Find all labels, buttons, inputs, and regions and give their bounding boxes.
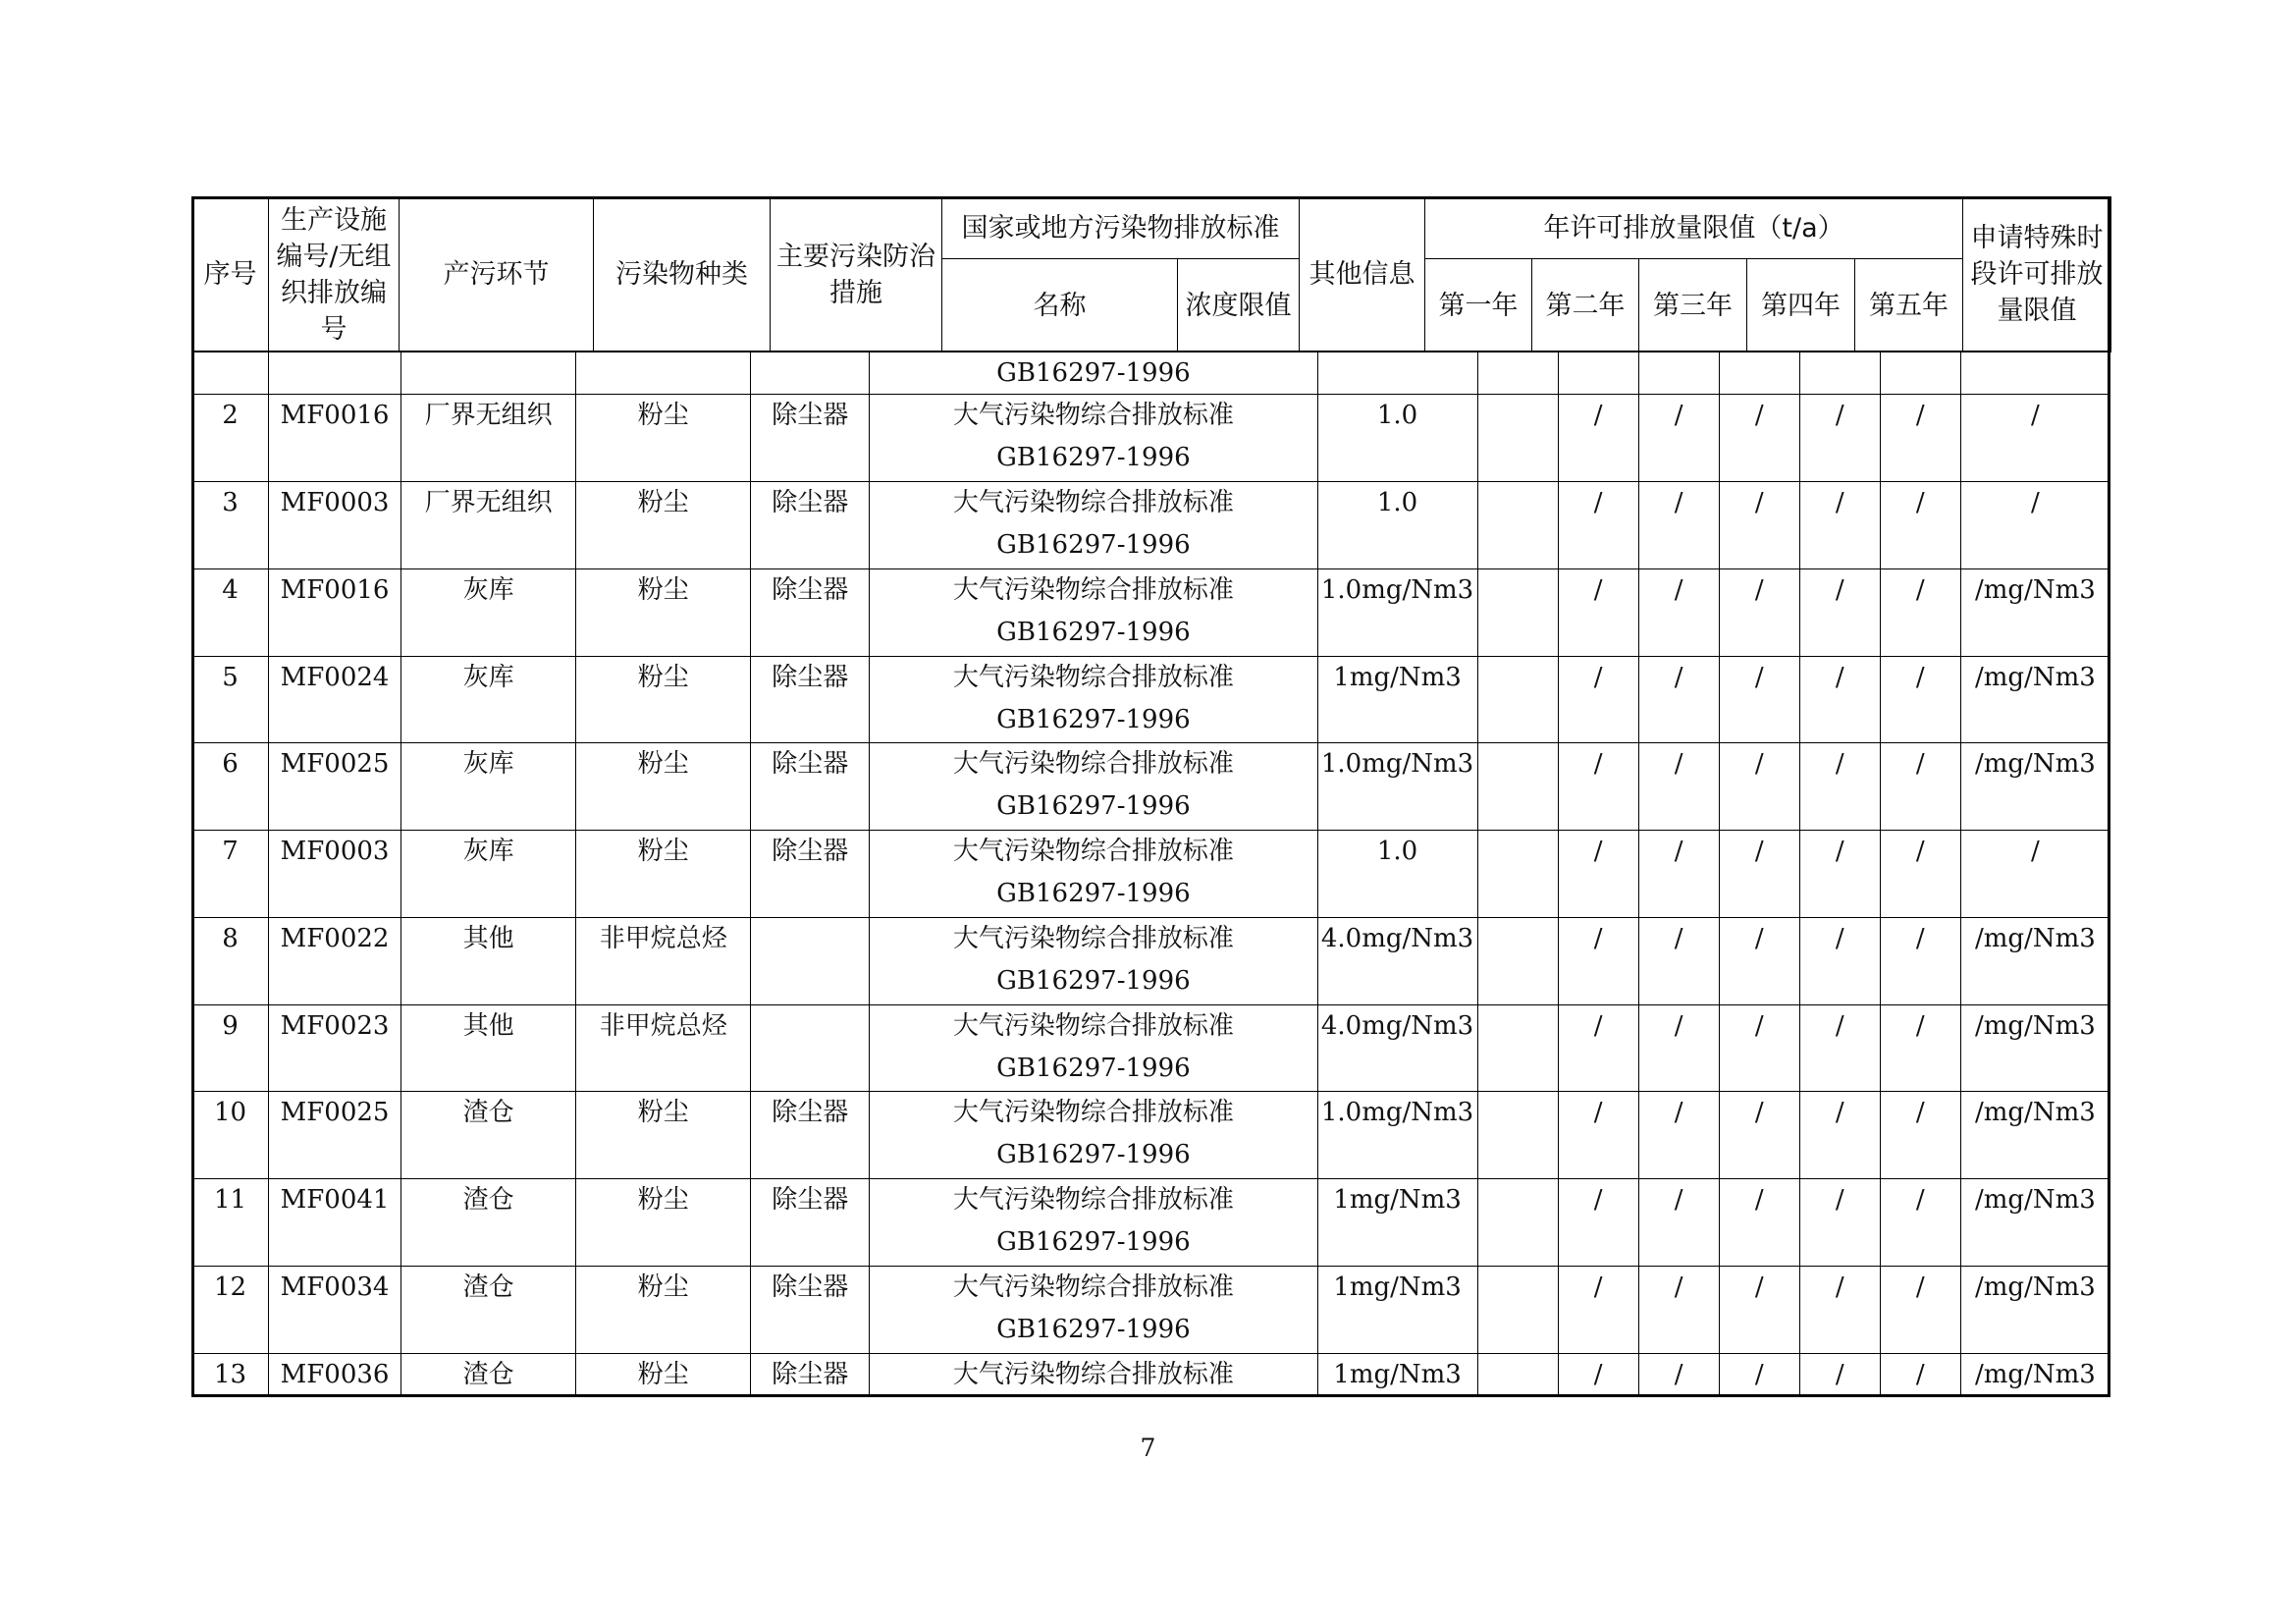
other-info-cell xyxy=(1477,656,1558,743)
special-limit-cell: / xyxy=(1960,831,2109,918)
year-2-cell: / xyxy=(1638,482,1719,569)
pollutant-cell: 粉尘 xyxy=(576,1179,751,1267)
year-1-cell: / xyxy=(1558,568,1638,656)
year-4-cell: / xyxy=(1799,743,1880,831)
year-1-cell: / xyxy=(1558,831,1638,918)
table-row xyxy=(192,743,2110,831)
facility-id-cell: MF0023 xyxy=(269,1004,401,1092)
year-2-cell: / xyxy=(1638,656,1719,743)
year-1-cell: / xyxy=(1558,917,1638,1004)
facility-id-cell: MF0016 xyxy=(269,568,401,656)
measure-cell: 除尘器 xyxy=(751,1092,870,1179)
year-2-cell: / xyxy=(1638,743,1719,831)
year-3-cell: / xyxy=(1719,1004,1799,1092)
header-seq: 序号 xyxy=(192,197,269,352)
year-5-cell: / xyxy=(1880,1266,1960,1353)
process-cell: 其他 xyxy=(401,1004,576,1092)
concentration-limit-cell: 1.0 xyxy=(1317,395,1477,482)
facility-id-cell: MF0016 xyxy=(269,395,401,482)
standard-code: GB16297-1996 xyxy=(996,1053,1191,1083)
process-cell: 厂界无组织 xyxy=(401,482,576,569)
standard-name-cell xyxy=(870,1266,1317,1353)
standard-name-cell xyxy=(870,568,1317,656)
concentration-limit-cell: 1.0mg/Nm3 xyxy=(1317,1092,1477,1179)
header-year-1: 第一年 xyxy=(1425,259,1532,352)
page-number: 7 xyxy=(1140,1434,1156,1462)
year-5-cell: / xyxy=(1880,482,1960,569)
year-5-cell: / xyxy=(1880,831,1960,918)
standard-name: 大气污染物综合排放标准 xyxy=(952,923,1234,953)
year-4-cell: / xyxy=(1799,1092,1880,1179)
year-4-cell: / xyxy=(1799,656,1880,743)
special-limit-cell: /mg/Nm3 xyxy=(1960,1004,2109,1092)
standard-name: 大气污染物综合排放标准 xyxy=(952,1098,1234,1128)
measure-cell: 除尘器 xyxy=(751,1353,870,1396)
standard-code: GB16297-1996 xyxy=(996,443,1191,473)
standard-code: GB16297-1996 xyxy=(996,1227,1191,1258)
pollutant-cell: 粉尘 xyxy=(576,1353,751,1396)
year-4-cell: / xyxy=(1799,1004,1880,1092)
seq-cell: 13 xyxy=(192,1353,269,1396)
standard-name: 大气污染物综合排放标准 xyxy=(952,1272,1234,1302)
standard-name: 大气污染物综合排放标准 xyxy=(952,749,1234,780)
year-5-cell: / xyxy=(1880,656,1960,743)
measure-cell: 除尘器 xyxy=(751,831,870,918)
year-1-cell: / xyxy=(1558,1092,1638,1179)
year-5-cell: / xyxy=(1880,1004,1960,1092)
process-cell: 渣仓 xyxy=(401,1092,576,1179)
concentration-limit-cell: 1mg/Nm3 xyxy=(1317,1179,1477,1267)
year-3-cell: / xyxy=(1719,395,1799,482)
header-year-2: 第二年 xyxy=(1532,259,1639,352)
year-5-cell: / xyxy=(1880,917,1960,1004)
table-row xyxy=(192,1179,2110,1267)
year-1-cell: / xyxy=(1558,482,1638,569)
facility-id-cell: MF0024 xyxy=(269,656,401,743)
year-4-cell: / xyxy=(1799,1353,1880,1396)
seq-cell: 2 xyxy=(192,395,269,482)
standard-name: 大气污染物综合排放标准 xyxy=(952,1185,1234,1216)
year-2-cell: / xyxy=(1638,395,1719,482)
special-limit-cell: /mg/Nm3 xyxy=(1960,1353,2109,1396)
facility-id-cell: MF0036 xyxy=(269,1353,401,1396)
standard-name: 大气污染物综合排放标准 xyxy=(952,1359,1234,1389)
measure-cell: 除尘器 xyxy=(751,482,870,569)
year-2-cell: / xyxy=(1638,1266,1719,1353)
standard-code: GB16297-1996 xyxy=(996,791,1191,822)
seq-cell: 11 xyxy=(192,1179,269,1267)
other-info-cell xyxy=(1477,395,1558,482)
header-standard-name: 名称 xyxy=(942,259,1178,352)
table-header xyxy=(191,196,2111,352)
process-cell: 渣仓 xyxy=(401,1179,576,1267)
year-4-cell: / xyxy=(1799,917,1880,1004)
concentration-limit-cell: 4.0mg/Nm3 xyxy=(1317,917,1477,1004)
table-row xyxy=(192,482,2110,569)
year-1-cell: / xyxy=(1558,656,1638,743)
header-pollutant: 污染物种类 xyxy=(594,197,771,352)
year-4-cell: / xyxy=(1799,1266,1880,1353)
standard-name: 大气污染物综合排放标准 xyxy=(952,662,1234,692)
header-concentration-limit: 浓度限值 xyxy=(1178,259,1300,352)
standard-name: 大气污染物综合排放标准 xyxy=(952,574,1234,605)
year-3-cell: / xyxy=(1719,656,1799,743)
other-info-cell xyxy=(1477,568,1558,656)
table-row xyxy=(192,1353,2110,1396)
standard-code: GB16297-1996 xyxy=(996,704,1191,734)
year-5-cell: / xyxy=(1880,1353,1960,1396)
facility-id-cell: MF0025 xyxy=(269,1092,401,1179)
year-5-cell: / xyxy=(1880,1092,1960,1179)
facility-id-cell: MF0022 xyxy=(269,917,401,1004)
other-info-cell xyxy=(1477,1353,1558,1396)
special-limit-cell: /mg/Nm3 xyxy=(1960,1092,2109,1179)
measure-cell: 除尘器 xyxy=(751,395,870,482)
other-info-cell xyxy=(1477,1266,1558,1353)
year-5-cell: / xyxy=(1880,395,1960,482)
standard-name: 大气污染物综合排放标准 xyxy=(952,1010,1234,1041)
pollutant-cell: 粉尘 xyxy=(576,1266,751,1353)
special-limit-cell: /mg/Nm3 xyxy=(1960,743,2109,831)
standard-code: GB16297-1996 xyxy=(996,530,1191,561)
year-5-cell: / xyxy=(1880,1179,1960,1267)
pollutant-cell: 粉尘 xyxy=(576,482,751,569)
special-limit-cell: /mg/Nm3 xyxy=(1960,917,2109,1004)
seq-cell: 10 xyxy=(192,1092,269,1179)
concentration-limit-cell: 1.0 xyxy=(1317,831,1477,918)
seq-cell: 8 xyxy=(192,917,269,1004)
year-4-cell: / xyxy=(1799,1179,1880,1267)
year-3-cell: / xyxy=(1719,1092,1799,1179)
year-4-cell: / xyxy=(1799,831,1880,918)
standard-code: GB16297-1996 xyxy=(996,617,1191,647)
standard-name: 大气污染物综合排放标准 xyxy=(952,837,1234,867)
process-cell: 灰库 xyxy=(401,831,576,918)
measure-cell xyxy=(751,917,870,1004)
facility-id-cell: MF0041 xyxy=(269,1179,401,1267)
other-info-cell xyxy=(1477,1179,1558,1267)
standard-code: GB16297-1996 xyxy=(996,879,1191,909)
seq-cell: 4 xyxy=(192,568,269,656)
year-1-cell: / xyxy=(1558,1353,1638,1396)
concentration-limit-cell: 1.0mg/Nm3 xyxy=(1317,743,1477,831)
year-5-cell: / xyxy=(1880,743,1960,831)
facility-id-cell: MF0025 xyxy=(269,743,401,831)
year-1-cell: / xyxy=(1558,395,1638,482)
table-row xyxy=(192,917,2110,1004)
other-info-cell xyxy=(1477,917,1558,1004)
process-cell: 渣仓 xyxy=(401,1353,576,1396)
special-limit-cell: /mg/Nm3 xyxy=(1960,1179,2109,1267)
concentration-limit-cell: 1mg/Nm3 xyxy=(1317,656,1477,743)
standard-name-cell xyxy=(870,1092,1317,1179)
header-year-3: 第三年 xyxy=(1639,259,1747,352)
measure-cell: 除尘器 xyxy=(751,656,870,743)
measure-cell: 除尘器 xyxy=(751,568,870,656)
concentration-limit-cell: 1.0mg/Nm3 xyxy=(1317,568,1477,656)
year-3-cell: / xyxy=(1719,1179,1799,1267)
year-1-cell: / xyxy=(1558,743,1638,831)
year-4-cell: / xyxy=(1799,568,1880,656)
facility-id-cell: MF0034 xyxy=(269,1266,401,1353)
pollutant-cell: 粉尘 xyxy=(576,656,751,743)
year-2-cell: / xyxy=(1638,917,1719,1004)
special-limit-cell: / xyxy=(1960,482,2109,569)
year-2-cell: / xyxy=(1638,1092,1719,1179)
header-year-4: 第四年 xyxy=(1747,259,1855,352)
pollutant-cell: 粉尘 xyxy=(576,1092,751,1179)
standard-name-cell xyxy=(870,1004,1317,1092)
seq-cell: 7 xyxy=(192,831,269,918)
standard-name-cell xyxy=(870,482,1317,569)
year-5-cell: / xyxy=(1880,568,1960,656)
special-limit-cell: /mg/Nm3 xyxy=(1960,1266,2109,1353)
other-info-cell xyxy=(1477,831,1558,918)
year-2-cell: / xyxy=(1638,831,1719,918)
other-info-cell xyxy=(1477,1092,1558,1179)
header-other-info: 其他信息 xyxy=(1300,197,1425,352)
standard-name-cell xyxy=(870,656,1317,743)
other-info-cell xyxy=(1477,482,1558,569)
table-row xyxy=(192,568,2110,656)
seq-cell: 12 xyxy=(192,1266,269,1353)
standard-name-cell xyxy=(870,1179,1317,1267)
standard-name-cell xyxy=(870,395,1317,482)
header-standard-group: 国家或地方污染物排放标准 xyxy=(942,197,1300,259)
year-2-cell: / xyxy=(1638,568,1719,656)
year-1-cell: / xyxy=(1558,1179,1638,1267)
standard-name-cell xyxy=(870,917,1317,1004)
table-row xyxy=(192,1092,2110,1179)
standard-name-cell xyxy=(870,1353,1317,1396)
year-2-cell: / xyxy=(1638,1353,1719,1396)
special-limit-cell: / xyxy=(1960,395,2109,482)
header-facility-id: 生产设施编号/无组织排放编号 xyxy=(269,197,400,352)
standard-name: 大气污染物综合排放标准 xyxy=(952,488,1234,518)
year-3-cell: / xyxy=(1719,482,1799,569)
standard-name-cell xyxy=(870,831,1317,918)
year-3-cell: / xyxy=(1719,568,1799,656)
table-row xyxy=(192,656,2110,743)
standard-code: GB16297-1996 xyxy=(996,965,1191,996)
standard-name-cell xyxy=(870,743,1317,831)
header-year-5: 第五年 xyxy=(1855,259,1963,352)
process-cell: 渣仓 xyxy=(401,1266,576,1353)
table-row xyxy=(192,831,2110,918)
facility-id-cell: MF0003 xyxy=(269,482,401,569)
facility-id-cell: MF0003 xyxy=(269,831,401,918)
pollutant-cell: 粉尘 xyxy=(576,395,751,482)
year-3-cell: / xyxy=(1719,743,1799,831)
process-cell: 灰库 xyxy=(401,568,576,656)
standard-code: GB16297-1996 xyxy=(996,1140,1191,1170)
seq-cell: 6 xyxy=(192,743,269,831)
concentration-limit-cell: 1.0 xyxy=(1317,482,1477,569)
measure-cell xyxy=(751,1004,870,1092)
year-2-cell: / xyxy=(1638,1179,1719,1267)
pollutant-cell: 非甲烷总烃 xyxy=(576,1004,751,1092)
special-limit-cell: /mg/Nm3 xyxy=(1960,656,2109,743)
pollutant-cell: 非甲烷总烃 xyxy=(576,917,751,1004)
process-cell: 其他 xyxy=(401,917,576,1004)
seq-cell: 3 xyxy=(192,482,269,569)
seq-cell: 5 xyxy=(192,656,269,743)
header-measures: 主要污染防治措施 xyxy=(771,197,942,352)
standard-code: GB16297-1996 xyxy=(996,1314,1191,1344)
emission-limits-table xyxy=(191,351,2110,1397)
year-1-cell: / xyxy=(1558,1266,1638,1353)
table-row xyxy=(192,1266,2110,1353)
year-3-cell: / xyxy=(1719,1353,1799,1396)
seq-cell: 9 xyxy=(192,1004,269,1092)
concentration-limit-cell: 4.0mg/Nm3 xyxy=(1317,1004,1477,1092)
header-process: 产污环节 xyxy=(400,197,594,352)
concentration-limit-cell: 1mg/Nm3 xyxy=(1317,1353,1477,1396)
table-row xyxy=(192,1004,2110,1092)
standard-name: 大气污染物综合排放标准 xyxy=(952,401,1234,431)
pollutant-cell: 粉尘 xyxy=(576,743,751,831)
year-3-cell: / xyxy=(1719,917,1799,1004)
year-2-cell: / xyxy=(1638,1004,1719,1092)
special-limit-cell: /mg/Nm3 xyxy=(1960,568,2109,656)
pollutant-cell: 粉尘 xyxy=(576,568,751,656)
year-4-cell: / xyxy=(1799,482,1880,569)
header-annual-limit-group: 年许可排放量限值（t/a） xyxy=(1425,197,1963,259)
measure-cell: 除尘器 xyxy=(751,1179,870,1267)
other-info-cell xyxy=(1477,1004,1558,1092)
year-1-cell: / xyxy=(1558,1004,1638,1092)
table-row-continuation xyxy=(192,352,2110,395)
year-4-cell: / xyxy=(1799,395,1880,482)
measure-cell: 除尘器 xyxy=(751,1266,870,1353)
standard-code: GB16297-1996 xyxy=(870,352,1317,395)
table-row xyxy=(192,395,2110,482)
header-special-period: 申请特殊时段许可排放量限值 xyxy=(1963,197,2111,352)
measure-cell: 除尘器 xyxy=(751,743,870,831)
pollutant-cell: 粉尘 xyxy=(576,831,751,918)
process-cell: 灰库 xyxy=(401,656,576,743)
process-cell: 厂界无组织 xyxy=(401,395,576,482)
year-3-cell: / xyxy=(1719,831,1799,918)
concentration-limit-cell: 1mg/Nm3 xyxy=(1317,1266,1477,1353)
year-3-cell: / xyxy=(1719,1266,1799,1353)
other-info-cell xyxy=(1477,743,1558,831)
process-cell: 灰库 xyxy=(401,743,576,831)
